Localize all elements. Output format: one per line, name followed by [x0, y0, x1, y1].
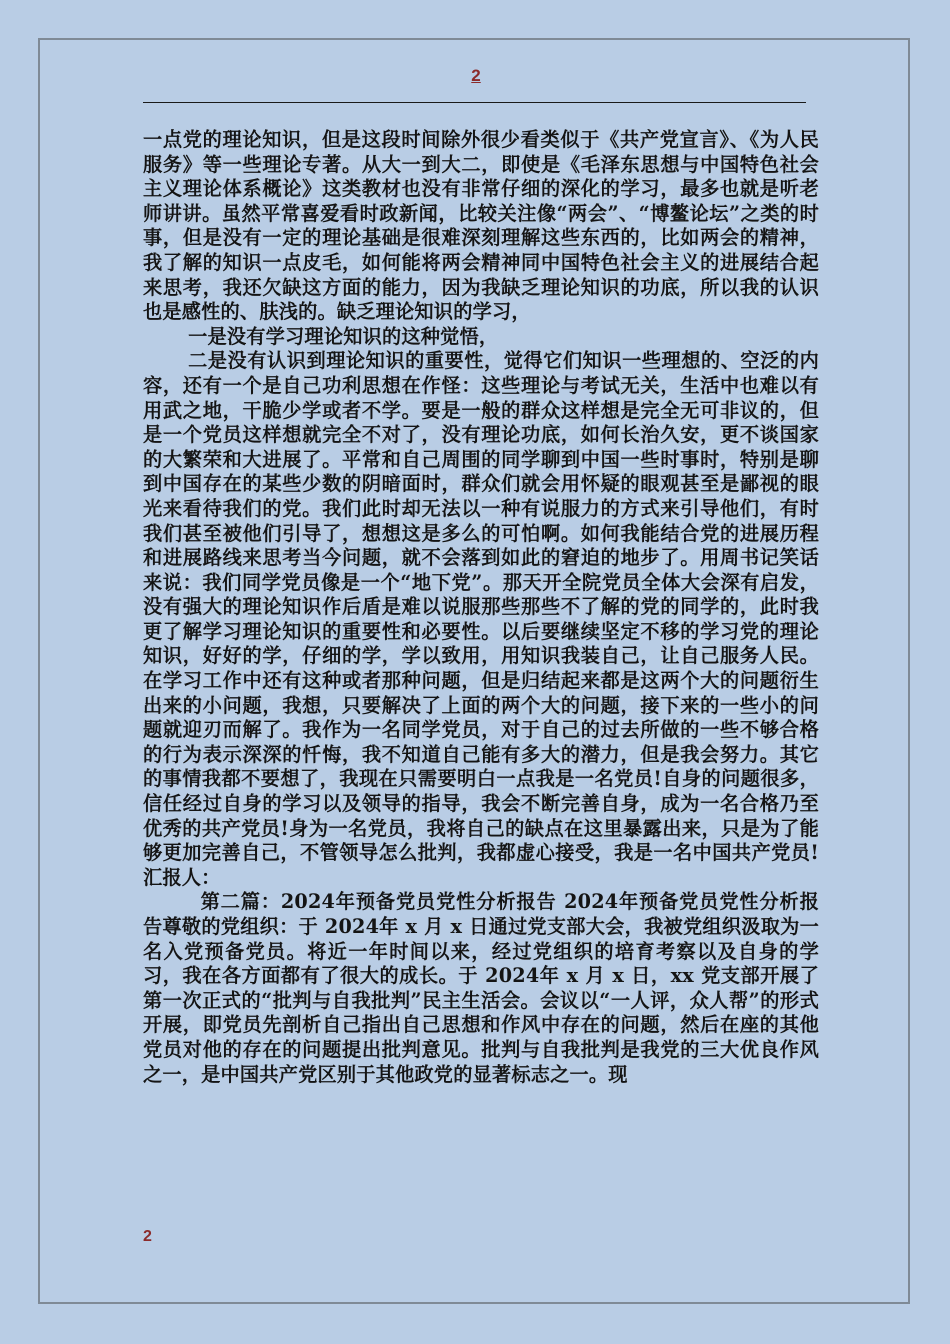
- header-divider: [143, 102, 806, 103]
- header-page-number: 2: [471, 66, 481, 85]
- paragraph-1: 一点党的理论知识，但是这段时间除外很少看类似于《共产党宣言》、《为人民服务》等一些理论专著。从大一到大二，即使是《毛泽东思想与中国特色社会主义理论体系概论》这类教材也没有非常仔细的深化的学习，最多也就是听老师讲讲。虽然平常喜爱看时政新闻，比较关注像“两会”、“博鳌论坛”之类的时事，但是没有一定的理论基础是很难深刻理解这些东西的，比如两会的精神，我了解的知识一点皮毛，如何能将两会精神同中国特色社会主义的进展结合起来思考，我还欠缺这方面的能力，因为我缺乏理论知识的功底，所以我的认识也是感性的、肤浅的。缺乏理论知识的学习，: [143, 128, 819, 324]
- footer-page-number: 2: [143, 1228, 152, 1245]
- paragraph-2: 一是没有学习理论知识的这种觉悟，: [188, 324, 499, 348]
- paragraph-3: 二是没有认识到理论知识的重要性，觉得它们知识一些理想的、空泛的内容，还有一个是自己功利思想在作怪：这些理论与考试无关，生活中也难以有用武之地，干脆少学或者不学。要是一般的群众这样想是完全无可非议的，但是一个党员这样想就完全不对了，没有理论功底，如何长治久安，更不谈国家的大繁荣和大进展了。平常和自己周围的同学聊到中国一些时事时，特别是聊到中国存在的某些少数的阴暗面时，群众们就会用怀疑的眼观甚至是鄙视的眼光来看待我们的党。我们此时却无法以一种有说服力的方式来引导他们，有时我们甚至被他们引导了，想想这是多么的可怕啊。如何我能结合党的进展历程和进展路线来思考当今问题，就不会落到如此的窘迫的地步了。用周书记笑话来说：我们同学党员像是一个“地下党”。那天开全院党员全体大会深有启发，没有强大的理论知识作后盾是难以说服那些那些不了解的党的同学的，此时我更了解学习理论知识的重要性和必要性。以后要继续坚定不移的学习党的理论知识，好好的学，仔细的学，学以致用，用知识我装自己，让自己服务人民。在学习工作中还有这种或者那种问题，但是归结起来都是这两个大的问题衍生出来的小问题，我想，只要解决了上面的两个大的问题，接下来的一些小的问题就迎刃而解了。我作为一名同学党员，对于自己的过去所做的一些不够合格的行为表示深深的忏悔，我不知道自己能有多大的潜力，但是我会努力。其它的事情我都不要想了，我现在只需要明白一点我是一名党员!自身的问题很多，信任经过自身的学习以及领导的指导，我会不断完善自身，成为一名合格乃至优秀的共产党员!身为一名党员，我将自己的缺点在这里暴露出来，只是为了能够更加完善自己，不管领导怎么批判，我都虚心接受，我是一名中国共产党员!汇报人：: [143, 349, 819, 889]
- paragraph-4: 第二篇：2024年预备党员党性分析报告 2024年预备党员党性分析报告尊敬的党组织：于 2024年 x 月 x 日通过党支部大会，我被党组织汲取为一名入党预备党员。将近一年时间以来，经过党组织的培育考察以及自身的学习，我在各方面都有了很大的成长。于 2024年 x 月 x 日，xx 党支部开展了第一次正式的“批判与自我批判”民主生活会。会议以“一人评，众人帮”的形式开展，即党员先剖析自己指出自己思想和作风中存在的问题，然后在座的其他党员对他的存在的问题提出批判意见。批判与自我批判是我党的三大优良作风之一，是中国共产党区别于其他政党的显著标志之一。现: [143, 890, 819, 1086]
- document-body: [143, 128, 819, 1087]
